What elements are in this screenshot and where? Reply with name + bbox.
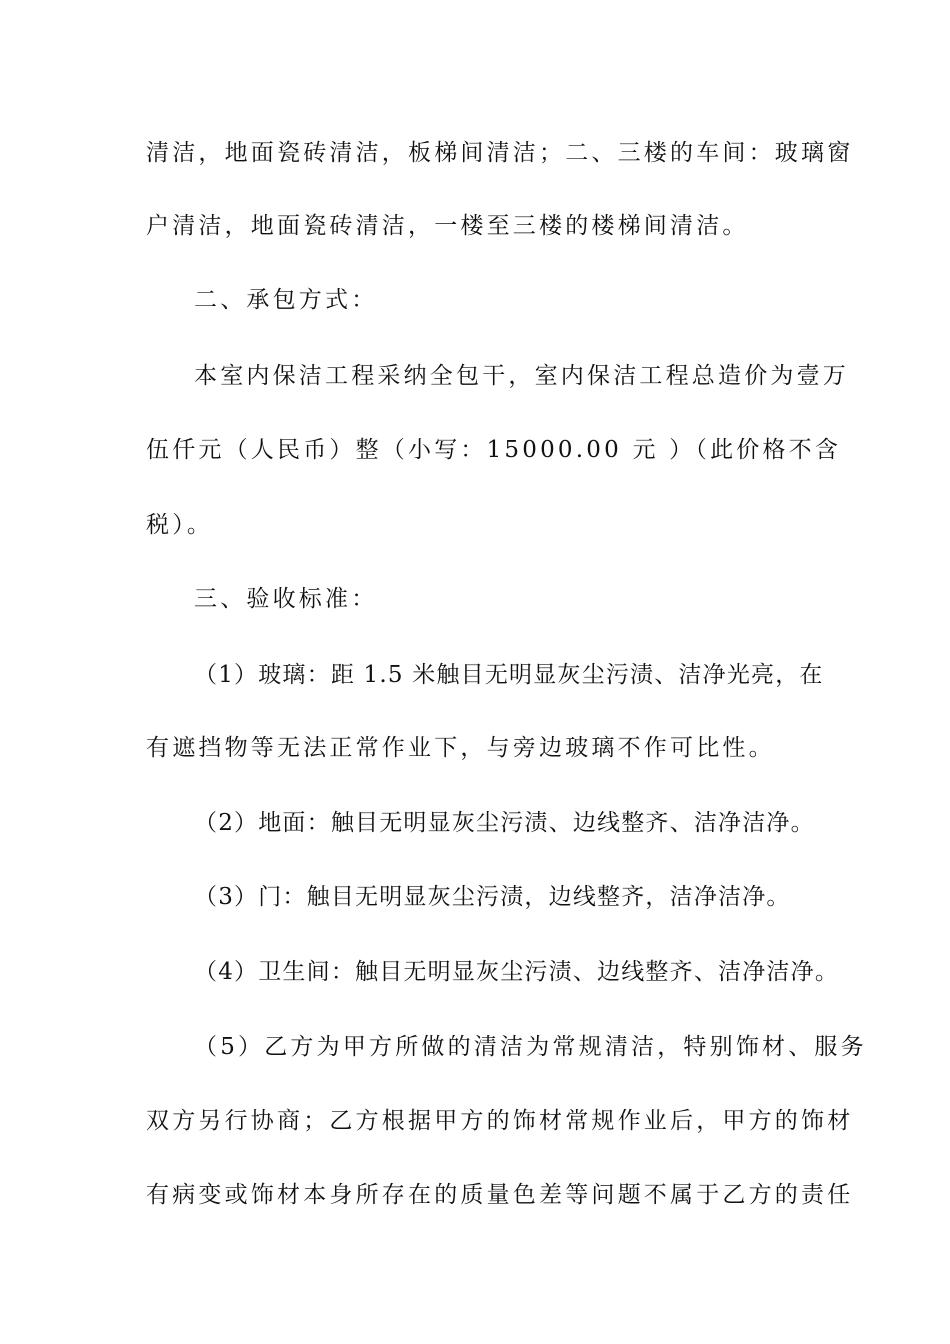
text-line-13: （5）乙方为甲方所做的清洁为常规清洁，特别饰材、服务 (194, 1034, 867, 1060)
text-line-9: 有遮挡物等无法正常作业下，与旁边玻璃不作可比性。 (146, 735, 775, 761)
text-line-2: 户清洁，地面瓷砖清洁，一楼至三楼的楼梯间清洁。 (146, 213, 749, 239)
text-line-10: （2）地面：触目无明显灰尘污渍、边线整齐、洁净洁净。 (194, 810, 815, 836)
text-line-12: （4）卫生间：触目无明显灰尘污渍、边线整齐、洁净洁净。 (194, 959, 840, 985)
section-heading-contract-method: 二、承包方式： (194, 287, 378, 313)
text-line-14: 双方另行协商；乙方根据甲方的饰材常规作业后，甲方的饰材 (146, 1108, 854, 1134)
text-line-1: 清洁，地面瓷砖清洁，板梯间清洁；二、三楼的车间：玻璃窗 (146, 140, 854, 166)
text-line-6: 税）。 (146, 512, 214, 538)
text-line-15: 有病变或饰材本身所存在的质量色差等问题不属于乙方的责任 (146, 1182, 854, 1208)
text-line-5: 伍仟元（人民币）整（小写：15000.00 元 ）（此价格不含 (146, 437, 842, 463)
text-line-8: （1）玻璃：距 1.5 米触目无明显灰尘污渍、洁净光亮，在 (194, 662, 824, 688)
text-line-4: 本室内保洁工程采纳全包干，室内保洁工程总造价为壹万 (194, 363, 849, 389)
text-line-11: （3）门：触目无明显灰尘污渍，边线整齐，洁净洁净。 (194, 884, 791, 910)
section-heading-acceptance-standards: 三、验收标准： (194, 586, 378, 612)
